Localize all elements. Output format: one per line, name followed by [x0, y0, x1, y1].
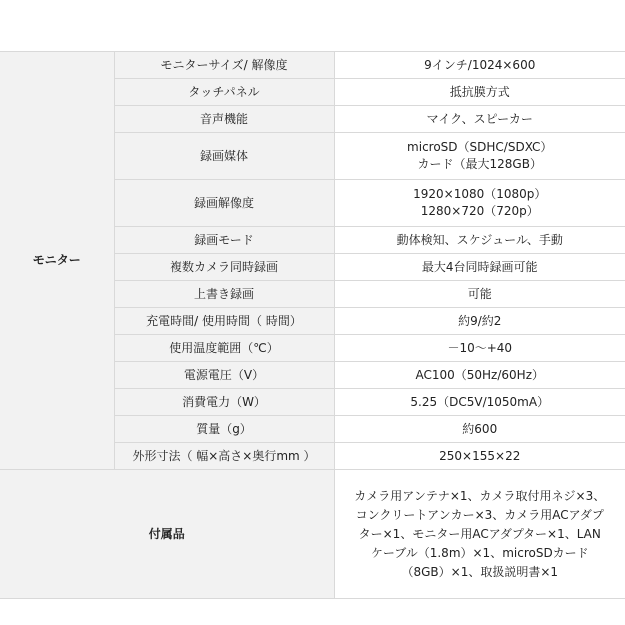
row-value: AC100（50Hz/60Hz） — [334, 362, 625, 389]
group-label-monitor: モニター — [0, 52, 114, 470]
value-line: ター×1、モニター用ACアダプター×1、LAN — [358, 526, 601, 541]
row-label: 録画解像度 — [114, 180, 334, 227]
row-label: 録画媒体 — [114, 133, 334, 180]
row-label: 電源電圧（V） — [114, 362, 334, 389]
row-label: 消費電力（W） — [114, 389, 334, 416]
row-value: －10～+40 — [334, 335, 625, 362]
row-label: 使用温度範囲（℃） — [114, 335, 334, 362]
value-line: カード（最大128GB） — [417, 157, 542, 171]
value-line: （8GB）×1、取扱説明書×1 — [401, 564, 559, 579]
value-line: 1280×720（720p） — [420, 204, 539, 218]
row-label: 音声機能 — [114, 106, 334, 133]
row-value: 可能 — [334, 281, 625, 308]
value-line: ケーブル（1.8m）×1、microSDカード — [370, 545, 589, 560]
value-line: microSD（SDHC/SDXC） — [407, 140, 553, 154]
row-label: 録画モード — [114, 227, 334, 254]
table-row-accessories — [0, 470, 625, 599]
row-label: 質量（g） — [114, 416, 334, 443]
row-value: マイク、スピーカー — [334, 106, 625, 133]
value-line: コンクリートアンカー×3、カメラ用ACアダプ — [355, 507, 604, 522]
row-label: 複数カメラ同時録画 — [114, 254, 334, 281]
row-value: 250×155×22 — [334, 443, 625, 470]
row-value: 9インチ/1024×600 — [334, 52, 625, 79]
accessories-label: 付属品 — [0, 470, 334, 599]
row-value: 動体検知、スケジュール、手動 — [334, 227, 625, 254]
table-row — [0, 52, 625, 79]
row-value: 最大4台同時録画可能 — [334, 254, 625, 281]
row-label: 上書き録画 — [114, 281, 334, 308]
row-value: 約600 — [334, 416, 625, 443]
row-value: 約9/約2 — [334, 308, 625, 335]
row-value: 抵抗膜方式 — [334, 79, 625, 106]
row-value — [334, 180, 625, 227]
row-label: 充電時間/ 使用時間（ 時間） — [114, 308, 334, 335]
value-line: 1920×1080（1080p） — [413, 187, 547, 201]
row-label: 外形寸法（ 幅×高さ×奥行mm ） — [114, 443, 334, 470]
value-line: カメラ用アンテナ×1、カメラ取付用ネジ×3、 — [354, 488, 606, 503]
accessories-value — [334, 470, 625, 599]
row-value — [334, 133, 625, 180]
row-label: タッチパネル — [114, 79, 334, 106]
spec-table — [0, 51, 625, 599]
row-label: モニターサイズ/ 解像度 — [114, 52, 334, 79]
row-value: 5.25（DC5V/1050mA） — [334, 389, 625, 416]
